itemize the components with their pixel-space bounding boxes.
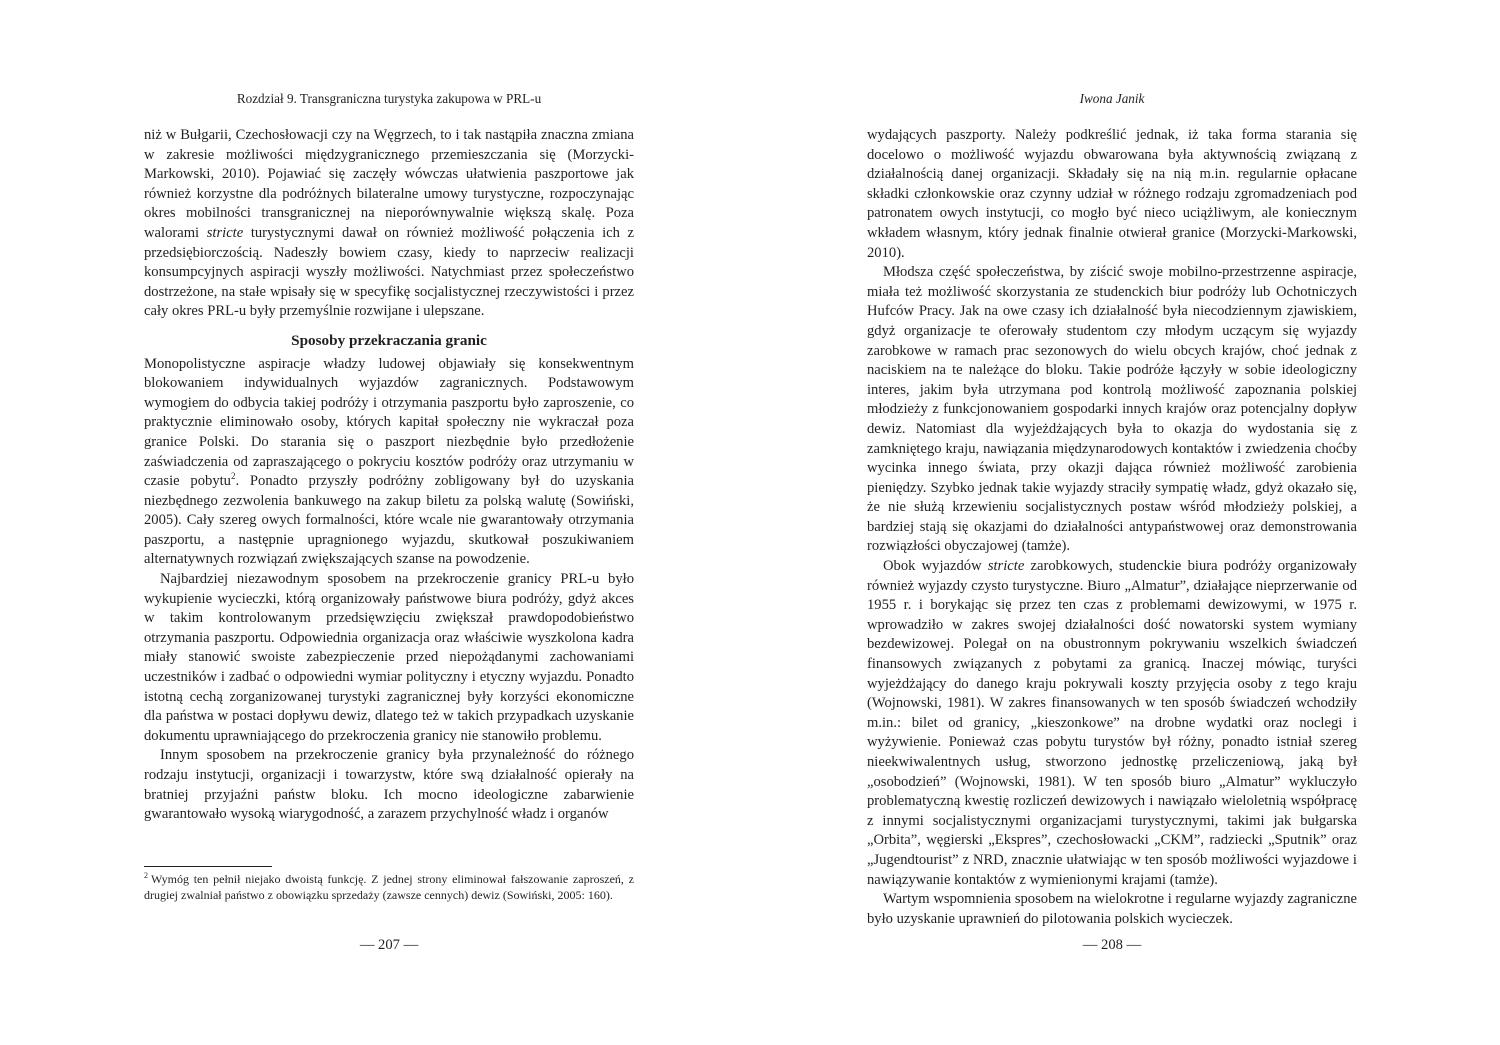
italic-term: stricte — [987, 558, 1025, 575]
paragraph: Wartym wspomnienia sposobem na wielokrotne i regularne wyjazdy zagraniczne było uzyskanie uprawnień do pilotowania polskich wycieczek. — [867, 891, 1357, 927]
paragraph: Młodsza część społeczeństwa, by ziścić swoje mobilno-przestrzenne aspiracje, miała też możliwość skorzystania ze studenckich biur podróży lub Ochotniczych Hufców Pracy. Jak na owe czasy ich działalność była niecodziennym zjawiskiem, gdyż organizacje te oferowały studentom czy młodym uczącym się wyjazdy zarobkowe w ramach prac sezonowych do wielu obcych krajów, choć jednak z naciskiem na te należące do bloku. Takie podróże łączyły w sobie ideologiczny interes, jakim była utrzymana pod kontrolą możliwość zapoznania polskiej młodzieży z funkcjonowaniem gospodarki innych krajów oraz potencjalny dopływ dewiz. Natomiast dla wyjeżdżających była to okazja do wydostania się z zamkniętego kraju, nawiązania międzynarodowych kontaktów i zwiedzenia choćby wycinka innego świata, przy okazji dająca również możliwość zarobienia pieniędzy. Szybko jednak takie wyjazdy straciły sympatię władz, gdyż okazało się, że nie służą krzewieniu socjalistycznych postaw wśród młodzieży polskiej, a bardziej stają się okazjami do działalności antypaństwowej oraz demonstrowania rozwiązłości obyczajowej (tamże). — [867, 264, 1357, 555]
text-run: . Ponadto przyszły podróżny zobligowany był do uzyskania niezbędnego zezwolenia bankuwego na zakup biletu za polską walutę (Sowiński, 2005). Cały szereg owych formalności, które wcale nie gwarantowały otrzymania paszportu, a następnie upragnionego wyjazdu, skutkował poszukiwaniem alternatywnych rozwiązań zwiększających szanse na powodzenie. — [144, 473, 634, 568]
text-run: zarobkowych, studenckie biura podróży organizowały również wyjazdy czysto turystyczne. Biuro „Almatur”, działające nieprzerwanie od 1955 r. i borykając się przez ten czas z problemami dewizowymi, w 1975 r. wprowadziło w zakres swojej działalności dość nowatorski system wymiany bezdewizowej. Polegał on na obustronnym pokrywaniu wszelkich świadczeń finansowych związanych z pobytami za granicą. Inaczej mówiąc, turyści wyjeżdżający do danego kraju pokrywali koszty przyjęcia osoby z tego kraju (Wojnowski, 1981). W zakres finansowanych w ten sposób świadczeń wchodziły m.in.: bilet od granicy, „kieszonkowe” na drobne wydatki oraz noclegi i wyżywienie. Ponieważ czas pobytu turystów był różny, ponadto istniał szereg nieekwiwalentnych usług, stworzono jednostkę przeliczeniową, jaką był „osobodzień” (Wojnowski, 1981). W ten sposób biuro „Almatur” wykluczyło problematyczną kwestię rozliczeń dewizowych i nawiązało wieloletnią współpracę z innymi socjalistycznymi organizacjami turystycznymi, takimi jak bułgarska „Orbita”, węgierski „Ekspres”, czechosłowacki „CKM”, radziecki „Sputnik” oraz „Jugendtourist” z NRD, znacznie ułatwiając w ten sposób możliwości wyjazdowe i nawiązywanie kontaktów z wymienionymi krajami (tamże). — [867, 558, 1357, 888]
paragraph — [144, 126, 634, 322]
footnote-number: 2 — [144, 871, 148, 880]
footnote-text: Wymóg ten pełnił niejako dwoistą funkcję. Z jednej strony eliminował fałszowanie zaproszeń, z drugiej zwalniał państwo z obowiązku sprzedaży (zawsze cennych) dewiz (Sowiński, 2005: 160). — [144, 872, 634, 902]
paragraph: Najbardziej niezawodnym sposobem na przekroczenie granicy PRL-u było wykupienie wycieczki, którą organizowały państwowe biura podróży, gdyż akces w takim kontrolowanym przedsięwzięciu zwiększał prawdopodobieństwo otrzymania paszportu. Odpowiednia organizacja oraz właściwie wyszkolona kadra miały stanowić swoiste zabezpieczenie przed niepożądanymi zachowaniami uczestników i zadbać o odpowiedni wymiar polityczny i etyczny wyjazdu. Ponadto istotną cechą zorganizowanej turystyki zagranicznej były korzyści ekonomiczne dla państwa w postaci dopływu dewiz, dlatego też w takich przypadkach uzyskanie dokumentu uprawniającego do przekroczenia granicy nie stanowiło problemu. — [144, 571, 634, 744]
paragraph — [144, 355, 634, 571]
text-run: Monopolistyczne aspiracje władzy ludowej objawiały się konsekwentnym blokowaniem indywidualnych wyjazdów zagranicznych. Podstawowym wymogiem do odbycia takiej podróży i otrzymania paszportu było zaproszenie, co praktycznie eliminowało osoby, których kapitał społeczny nie wykraczał poza granice Polski. Do starania się o paszport niezbędnie było przedłożenie zaświadczenia od zapraszającego o pokryciu kosztów podróży oraz utrzymaniu w czasie pobytu — [144, 355, 634, 490]
paragraph — [867, 557, 1357, 890]
right-page-body — [867, 126, 1357, 929]
page-number-right: — 208 — — [1082, 937, 1142, 953]
paragraph: Innym sposobem na przekroczenie granicy była przynależność do różnego rodzaju instytucji, organizacji i towarzystw, które swą działalność opierały na bratniej przyjaźni państw bloku. Ich mocno ideologiczne zabarwienie gwarantowało wysoką wiarygodność, a zarazem przychylność władz i organów — [144, 747, 634, 823]
text-run: niż w Bułgarii, Czechosłowacji czy na Węgrzech, to i tak nastąpiła znaczna zmiana w zakresie możliwości międzygranicznego przemieszczania się (Morzycki-Markowski, 2010). Pojawiać się zaczęły wówczas ułatwienia paszportowe jak również korzystne dla podróżnych bilateralne umowy turystyczne, rozpoczynając okres mobilności transgranicznej na nieporównywalnie większą skalę. Poza walorami — [144, 127, 634, 241]
footnote — [144, 872, 634, 903]
running-head-right: Iwona Janik — [1079, 91, 1145, 106]
text-run: turystycznymi dawał on również możliwość połączenia ich z przedsiębiorczością. Nadeszły bowiem czasy, kiedy to naprzeciw realizacji konsumpcyjnych aspiracji wyszły możliwości. Natychmiast przez społeczeństwo dostrzeżone, na stałe wpisały się w specyfikę socjalistycznej rzeczywistości i przez cały okres PRL-u były przemyślnie rozwijane i ulepszane. — [144, 224, 634, 320]
running-head-left: Rozdział 9. Transgraniczna turystyka zakupowa w PRL-u — [236, 91, 542, 106]
section-heading: Sposoby przekraczania granic — [291, 331, 487, 349]
italic-term: stricte — [206, 224, 244, 241]
page-number-left: — 207 — — [359, 937, 419, 953]
paragraph: wydających paszporty. Należy podkreślić jednak, iż taka forma starania się docelowo o możliwość wyjazdu obwarowana była aktywnością związaną z działalnością danej organizacji. Składały się na nią m.in. regularnie opłacane składki członkowskie oraz czynny udział w różnego rodzaju zgromadzeniach pod patronatem owych instytucji, co mogło być nieco uciążliwym, ale koniecznym wkładem własnym, który jednak finalnie otwierał granice (Morzycki-Markowski, 2010). — [867, 127, 1357, 261]
left-page-body — [144, 126, 634, 825]
text-run: Obok wyjazdów — [883, 558, 988, 575]
footnote-ref[interactable]: 2 — [230, 471, 236, 482]
left-page — [144, 0, 634, 1045]
footnote-divider — [144, 866, 272, 867]
right-page — [867, 0, 1357, 1045]
